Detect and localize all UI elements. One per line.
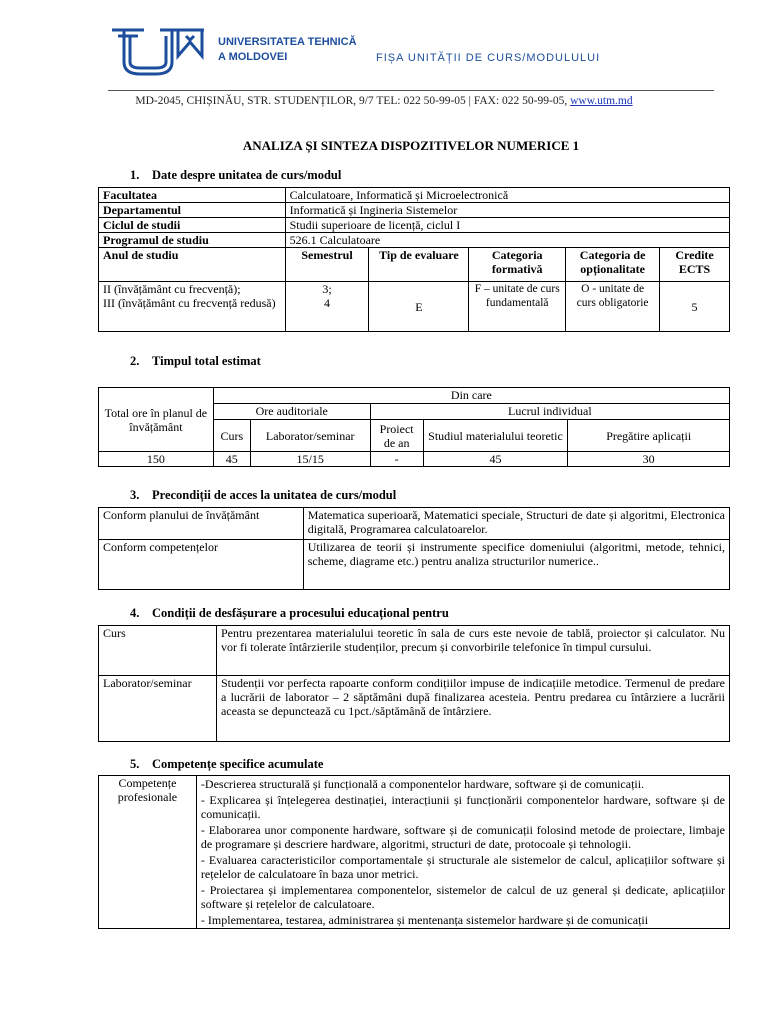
utm-logo-icon — [104, 22, 214, 80]
website-link[interactable]: www.utm.md — [570, 95, 633, 107]
conditions-table — [98, 625, 730, 742]
header-din-care: Din care — [213, 388, 729, 404]
header-individual: Lucrul individual — [370, 404, 729, 420]
list-item: - Proiectarea și implementarea componentelor, sistemelor de calcul de uz general și dedicate, aplicațiilor software și rețelelor de calculatoare. — [200, 883, 725, 911]
value-pregatire: 30 — [568, 452, 730, 467]
table-row — [99, 188, 730, 203]
document-header — [0, 0, 768, 107]
header-pregatire: Pregătire aplicații — [568, 420, 730, 452]
value-eval: E — [369, 282, 469, 332]
header-year: Anul de studiu — [99, 248, 286, 282]
table-row — [99, 676, 730, 742]
table-row — [99, 508, 730, 540]
preconditions-table — [98, 507, 730, 590]
value-proiect: - — [370, 452, 423, 467]
competence-label: Competențe profesionale — [99, 776, 197, 929]
year-line: II (învățământ cu frecvență); — [103, 282, 241, 296]
table-row — [99, 626, 730, 676]
address-line — [0, 95, 768, 107]
row-value: Studenții vor perfecta rapoarte conform condițiilor impuse de indicațiile metodice. Termenul de predare a lucrării de laborator – 2 săptămâni după finalizarea acesteia. Pentru predarea cu întârziere a lucrării aceasta se depunctează cu 1pct./săptămână de întârziere. — [216, 676, 729, 742]
table-header-row — [99, 388, 730, 404]
section-title: Precondiții de acces la unitatea de curs/modul — [152, 488, 397, 502]
section-title: Date despre unitatea de curs/modul — [152, 168, 342, 182]
value-formative: F – unitate de curs fundamentală — [469, 282, 566, 332]
table-row — [99, 218, 730, 233]
row-value: Utilizarea de teorii și instrumente specifice domeniului (algoritmi, metode, tehnici, scheme, diagrame etc.) pentru analiza structurilor numerice.. — [303, 540, 729, 590]
header-optionality: Categoria de opționalitate — [566, 248, 660, 282]
header-lab: Laborator/seminar — [250, 420, 370, 452]
course-title: ANALIZA ȘI SINTEZA DISPOZITIVELOR NUMERICE 1 — [242, 138, 580, 153]
section-number: 5. — [130, 757, 140, 771]
year-line: III (învățământ cu frecvență redusă) — [103, 296, 276, 310]
table-row — [99, 452, 730, 467]
header-divider — [108, 90, 714, 91]
row-label: Facultatea — [99, 188, 286, 203]
section-title: Condiții de desfășurare a procesului educațional pentru — [152, 606, 449, 620]
row-value: Calculatoare, Informatică și Microelectronică — [285, 188, 729, 203]
course-info-table — [98, 187, 730, 332]
header-proiect: Proiect de an — [370, 420, 423, 452]
header-auditoriale: Ore auditoriale — [213, 404, 370, 420]
list-item: - Evaluarea caracteristicilor comportamentale și structurale ale sistemelor de calcul, aplicațiilor software și rețelelor de calculatoare în baza unor metrici. — [200, 853, 725, 881]
competences-table — [98, 775, 730, 929]
row-label: Laborator/seminar — [99, 676, 217, 742]
header-semester: Semestrul — [285, 248, 369, 282]
university-name-line1: UNIVERSITATEA TEHNICĂ — [218, 36, 357, 48]
row-label: Conform planului de învățământ — [99, 508, 304, 540]
header-formative: Categoria formativă — [469, 248, 566, 282]
university-name-line2: A MOLDOVEI — [218, 51, 288, 63]
semester-line: 4 — [324, 296, 331, 310]
section-title: Competențe specifice acumulate — [152, 757, 324, 771]
section-5-heading — [130, 757, 323, 772]
value-optionality: O - unitate de curs obligatorie — [566, 282, 660, 332]
row-value: Studii superioare de licență, ciclul I — [285, 218, 729, 233]
header-curs: Curs — [213, 420, 250, 452]
section-number: 1. — [130, 168, 140, 182]
header-total: Total ore în planul de învățământ — [99, 388, 214, 452]
value-curs: 45 — [213, 452, 250, 467]
header-credits: Credite ECTS — [660, 248, 730, 282]
section-number: 2. — [130, 354, 140, 368]
row-value: Pentru prezentarea materialului teoretic în sala de curs este nevoie de tablă, proiector și calculator. Nu vor fi tolerate întârzierile studenților, precum și convorbirile telefonice în timpul cursului. — [216, 626, 729, 676]
value-credits: 5 — [660, 282, 730, 332]
row-value: 526.1 Calculatoare — [285, 233, 729, 248]
section-1-heading — [130, 168, 341, 183]
address-text: MD-2045, CHIȘINĂU, STR. STUDENȚILOR, 9/7 TEL: 022 50-99-05 | FAX: 022 50-99-05, — [135, 95, 568, 107]
row-label: Programul de studiu — [99, 233, 286, 248]
section-2-heading — [130, 354, 261, 369]
value-lab: 15/15 — [250, 452, 370, 467]
row-label: Curs — [99, 626, 217, 676]
value-total: 150 — [99, 452, 214, 467]
table-row — [99, 540, 730, 590]
university-name — [218, 35, 357, 65]
header-eval: Tip de evaluare — [369, 248, 469, 282]
section-3-heading — [130, 488, 396, 503]
value-semester — [285, 282, 369, 332]
time-table — [98, 387, 730, 467]
table-row — [99, 282, 730, 332]
semester-line: 3; — [322, 282, 332, 296]
row-label: Departamentul — [99, 203, 286, 218]
list-item: - Implementarea, testarea, administrarea și mentenanța sistemelor hardware și de comunicații — [200, 913, 649, 927]
section-title: Timpul total estimat — [152, 354, 261, 368]
table-row — [99, 776, 730, 929]
value-year — [99, 282, 286, 332]
list-item: -Descrierea structurală și funcțională a componentelor hardware, software și de comunicații. — [200, 777, 645, 791]
row-value: Informatică și Ingineria Sistemelor — [285, 203, 729, 218]
row-label: Conform competențelor — [99, 540, 304, 590]
list-item: - Elaborarea unor componente hardware, software și de comunicații folosind metode de proiectare, limbaje de programare și descriere hardware, algoritmi, structuri de date, protocoale și tehnologii. — [200, 823, 725, 851]
header-studiul: Studiul materialului teoretic — [423, 420, 568, 452]
section-4-heading — [130, 606, 449, 621]
row-label: Ciclul de studii — [99, 218, 286, 233]
list-item: - Explicarea și înțelegerea destinației, interacțiunii și funcționării componentelor hardware, software și de comunicații. — [200, 793, 725, 821]
table-row — [99, 203, 730, 218]
svg-text:UTM: UTM — [105, 78, 108, 79]
document-kind: FIȘA UNITĂȚII DE CURS/MODULULUI — [376, 52, 601, 64]
section-number: 4. — [130, 606, 140, 620]
row-value: Matematica superioară, Matematici speciale, Structuri de date și algoritmi, Electronica digitală, Programarea calculatoarelor. — [303, 508, 729, 540]
table-row — [99, 233, 730, 248]
section-number: 3. — [130, 488, 140, 502]
competence-list — [196, 776, 729, 929]
table-header-row — [99, 248, 730, 282]
value-studiul: 45 — [423, 452, 568, 467]
